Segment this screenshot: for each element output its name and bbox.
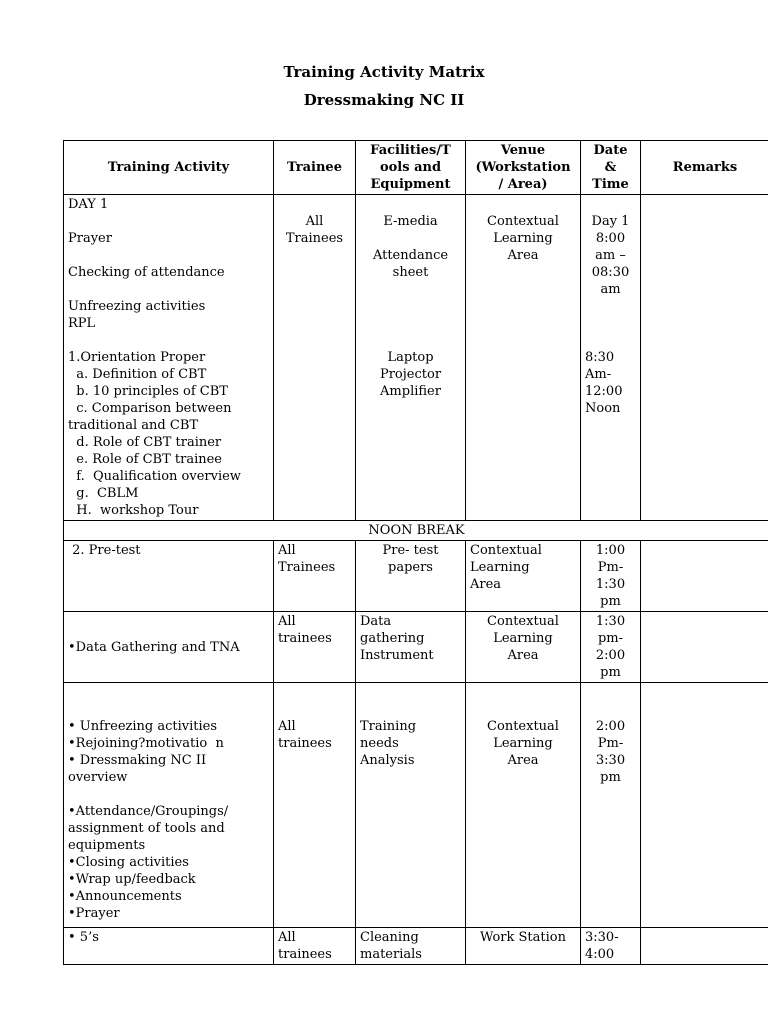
activity-line: 2. Pre-test: [68, 543, 141, 558]
facilities-cell: [356, 541, 466, 612]
noon-break-label: NOON BREAK: [64, 521, 768, 541]
remarks-cell: [641, 683, 768, 928]
header-facilities-line: Equipment: [370, 177, 451, 192]
header-venue-line: / Area): [498, 177, 548, 192]
trainee-line: trainees: [278, 947, 332, 962]
facilities-line: materials: [360, 947, 422, 962]
activity-line: f. Qualification overview: [68, 469, 241, 484]
activity-line: DAY 1: [68, 197, 109, 212]
activity-cell: [64, 928, 274, 965]
facilities-cell: [356, 683, 466, 928]
activity-line: • Dressmaking NC II: [68, 753, 207, 768]
venue-cell: [466, 612, 581, 683]
document-title: Training Activity Matrix: [283, 63, 485, 81]
noon-break-row: [64, 521, 768, 541]
activity-cell: [64, 195, 274, 521]
time-line: pm: [600, 594, 621, 609]
facilities-line: E-media: [383, 214, 438, 229]
activity-line: equipments: [68, 838, 146, 853]
venue-line: Learning: [493, 736, 553, 751]
trainee-cell: [274, 683, 356, 928]
venue-line: Learning: [470, 560, 530, 575]
venue-cell: [466, 541, 581, 612]
venue-line: Learning: [493, 231, 553, 246]
time-line: am –: [595, 248, 626, 263]
table-row: [64, 541, 768, 612]
time-line: 3:30-: [585, 930, 619, 945]
header-remarks: Remarks: [641, 141, 768, 195]
activity-line: • Unfreezing activities: [68, 719, 218, 734]
header-venue-line: Venue: [500, 143, 546, 158]
activity-line: d. Role of CBT trainer: [68, 435, 222, 450]
activity-line: b. 10 principles of CBT: [68, 384, 228, 399]
time-line: 1:00: [595, 543, 626, 558]
facilities-cell: [356, 195, 466, 521]
time-line: Day 1: [591, 214, 630, 229]
date-time-cell: [581, 683, 641, 928]
remarks-cell: [641, 928, 768, 965]
facilities-line: Laptop: [387, 350, 434, 365]
activity-line: •Rejoining?motivatio n: [68, 736, 224, 751]
venue-line: Area: [507, 248, 539, 263]
trainee-cell: [274, 928, 356, 965]
activity-cell: [64, 683, 274, 928]
facilities-cell: [356, 612, 466, 683]
activity-cell: [64, 612, 274, 683]
trainee-line: trainees: [278, 631, 332, 646]
time-line: pm: [600, 665, 621, 680]
date-time-cell: [581, 195, 641, 521]
header-venue-line: (Workstation: [475, 160, 571, 175]
facilities-line: Training: [360, 719, 417, 734]
facilities-cell: [356, 928, 466, 965]
activity-line: Prayer: [68, 231, 112, 246]
date-time-cell: [581, 612, 641, 683]
activity-line: g. CBLM: [68, 486, 139, 501]
trainee-cell: [274, 612, 356, 683]
facilities-line: Amplifier: [380, 384, 441, 399]
activity-line: •Prayer: [68, 906, 120, 921]
trainee-line: All: [278, 930, 296, 945]
facilities-line: sheet: [392, 265, 429, 280]
trainee-line: All: [278, 614, 296, 629]
activity-line: RPL: [68, 316, 96, 331]
venue-cell: [466, 683, 581, 928]
venue-line: Area: [507, 648, 539, 663]
venue-line: Work Station: [480, 930, 566, 945]
activity-line: assignment of tools and: [68, 821, 225, 836]
header-venue: [466, 141, 581, 195]
activity-line: •Announcements: [68, 889, 182, 904]
facilities-line: papers: [388, 560, 433, 575]
time-line: 2:00: [595, 719, 626, 734]
time-line: Am-: [585, 367, 612, 382]
facilities-line: Attendance: [372, 248, 449, 263]
table-row: [64, 683, 768, 928]
time-line: 12:00: [585, 384, 623, 399]
header-facilities: [356, 141, 466, 195]
time-line: Noon: [585, 401, 621, 416]
header-date-line: Date: [593, 143, 628, 158]
trainee-line: All: [278, 719, 296, 734]
activity-cell: [64, 541, 274, 612]
date-time-cell: [581, 928, 641, 965]
header-date-time: [581, 141, 641, 195]
time-line: 4:00: [585, 947, 615, 962]
trainee-cell: [274, 541, 356, 612]
facilities-line: Analysis: [360, 753, 415, 768]
activity-line: • 5’s: [68, 930, 99, 945]
header-date-line: Time: [592, 177, 629, 192]
facilities-line: needs: [360, 736, 399, 751]
activity-line: •Attendance/Groupings/: [68, 804, 229, 819]
table-row: [64, 612, 768, 683]
activity-line: 1.Orientation Proper: [68, 350, 206, 365]
activity-line: overview: [68, 770, 128, 785]
header-facilities-line: ools and: [379, 160, 442, 175]
header-row: [64, 141, 768, 195]
date-time-cell: [581, 541, 641, 612]
trainee-cell: [274, 195, 356, 521]
venue-cell: [466, 928, 581, 965]
time-line: 8:00: [595, 231, 626, 246]
venue-line: Area: [507, 753, 539, 768]
venue-line: Contextual: [487, 719, 559, 734]
trainee-line: trainees: [278, 736, 332, 751]
trainee-line: All: [305, 214, 324, 229]
activity-line: •Data Gathering and TNA: [68, 639, 240, 655]
document-subtitle: Dressmaking NC II: [303, 91, 465, 109]
header-training-activity: Training Activity: [64, 141, 274, 195]
time-line: Pm-: [597, 560, 624, 575]
remarks-cell: [641, 612, 768, 683]
activity-line: e. Role of CBT trainee: [68, 452, 223, 467]
header-trainee: Trainee: [274, 141, 356, 195]
activity-line: •Wrap up/feedback: [68, 872, 196, 887]
activity-line: a. Definition of CBT: [68, 367, 207, 382]
time-line: 3:30: [595, 753, 626, 768]
venue-line: Area: [470, 577, 502, 592]
activity-line: c. Comparison between: [68, 401, 232, 416]
time-line: 8:30: [585, 350, 615, 365]
facilities-line: Instrument: [360, 648, 434, 663]
time-line: pm-: [597, 631, 624, 646]
time-line: pm: [600, 770, 621, 785]
time-line: 1:30: [595, 577, 626, 592]
time-line: am: [600, 282, 621, 297]
header-date-line: &: [604, 160, 617, 175]
venue-line: Contextual: [487, 614, 559, 629]
facilities-line: Data: [360, 614, 392, 629]
header-facilities-line: Facilities/T: [370, 143, 451, 158]
trainee-line: Trainees: [278, 560, 336, 575]
facilities-line: Projector: [379, 367, 442, 382]
facilities-line: Cleaning: [360, 930, 419, 945]
trainee-line: All: [278, 543, 296, 558]
trainee-line: Trainees: [285, 231, 344, 246]
facilities-line: gathering: [360, 631, 425, 646]
table-row: [64, 195, 768, 521]
activity-line: traditional and CBT: [68, 418, 199, 433]
activity-line: Checking of attendance: [68, 265, 225, 280]
time-line: 1:30: [595, 614, 626, 629]
facilities-line: Pre- test: [382, 543, 439, 558]
remarks-cell: [641, 195, 768, 521]
venue-line: Learning: [493, 631, 553, 646]
venue-line: Contextual: [470, 543, 542, 558]
activity-line: H. workshop Tour: [68, 503, 199, 518]
table-row: [64, 928, 768, 965]
venue-line: Contextual: [487, 214, 559, 229]
training-matrix-table: [63, 140, 768, 965]
time-line: 08:30: [591, 265, 630, 280]
remarks-cell: [641, 541, 768, 612]
time-line: 2:00: [595, 648, 626, 663]
time-line: Pm-: [597, 736, 624, 751]
venue-cell: [466, 195, 581, 521]
activity-line: Unfreezing activities: [68, 299, 206, 314]
activity-line: •Closing activities: [68, 855, 189, 870]
